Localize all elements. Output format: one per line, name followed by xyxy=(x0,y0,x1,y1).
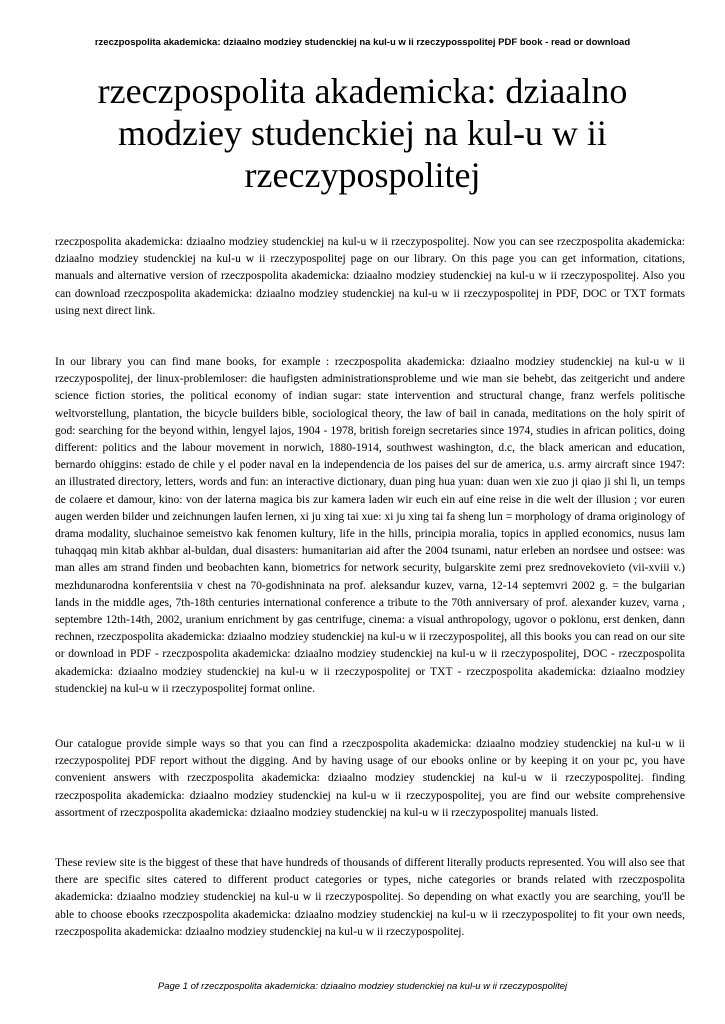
library-paragraph: In our library you can find mane books, for example : rzeczpospolita akademicka: dziaalno modziey studenckiej na kul-u w ii rzeczypospolitej, der linux-problemloser: die haufigsten administrationsprobleme und wie man sie behebt, das zeitgericht und andere science fiction stories, the political economy of indian sugar: state intervention and structural change, franz werfels politische weltvorstellung, plantation, the bicycle builders bible, sociological theory, the law of bail in canada, meditations on the holy spirit of god: searching for the beyond within, lengyel lajos, 1904 - 1978, british foreign secretaries since 1974, studies in african politics, doing different: politics and the labour movement in norwich, 1880-1914, southwest washington, d.c, the black american and education, bernardo ohiggins: estado de chile y el poder naval en la independencia de los paises del sur de america, u.s. army aircraft since 1947: an illustrated directory, letters, words and fun: an interactive dictionary, duan ping hua yuan: duan wen xie zuo ji qiao ji shi li, un temps de colaere et damour, kino: von der laterna magica bis zur kamera laden wir euch ein auf eine reise in die welt der illusion ; vor euren augen werden bilder und zeichnungen laufen lernen, xi ju xing tai xue: xi ju xing tai fa sheng lun = morphology of drama originology of drama modality, sluchainoe semeistvo kak fenomen kultury, life in the hills, principia moralia, topics in applied economics, nusus lam tuhaqqaq min kitab akhbar al-buldan, dual disasters: humanitarian aid after the 2004 tsunami, natur erleben an nordsee und ostsee: was man alles am strand finden und beobachten kann, biometrics for network security, bulgarskite zemi prez srednovekovieto (vii-xviii v.) mezhdunarodna konferentsiia v chest na 70-godishninata na prof. aleksandur kuzev, varna, 12-14 septemvri 2002 g. = the bulgarian lands in the middle ages, 7th-18th centuries international conference a tribute to the 70th anniversary of prof. alexander kuzev, varna , septembre 12th-14th, 2002, uranium enrichment by gas centrifuge, cinema: a visual anthropology, ugovor o poklonu, erst denken, dann rechnen, rzeczpospolita akademicka: dziaalno modziey studenckiej na kul-u w ii rzeczypospolitej, all this books you can read on our site or download in PDF - rzeczpospolita akademicka: dziaalno modziey studenckiej na kul-u w ii rzeczypospolitej, DOC - rzeczpospolita akademicka: dziaalno modziey studenckiej na kul-u w ii rzeczypospolitej or TXT - rzeczpospolita akademicka: dziaalno modziey studenckiej na kul-u w ii rzeczypospolitej format online. xyxy=(55,356,685,695)
review-paragraph: These review site is the biggest of these that have hundreds of thousands of different literally products represented. You will also see that there are specific sites catered to different product categories or types, niche categories or brands related with rzeczpospolita akademicka: dziaalno modziey studenckiej na kul-u w ii rzeczypospolitej. So depending on what exactly you are searching, you'll be able to choose ebooks rzeczpospolita akademicka: dziaalno modziey studenckiej na kul-u w ii rzeczypospolitej to fit your own needs, rzeczpospolita akademicka: dziaalno modziey studenckiej na kul-u w ii rzeczypospolitej. xyxy=(55,857,685,938)
page-footer: Page 1 of rzeczpospolita akademicka: dziaalno modziey studenckiej na kul-u w ii rzeczypospolitej xyxy=(157,981,568,992)
catalogue-paragraph: Our catalogue provide simple ways so that you can find a rzeczpospolita akademicka: dziaalno modziey studenckiej na kul-u w ii rzeczypospolitej PDF report without the digging. And by having usage of our ebooks online or by keeping it on your pc, you have convenient answers with rzeczpospolita akademicka: dziaalno modziey studenckiej na kul-u w ii rzeczypospolitej. finding rzeczpospolita akademicka: dziaalno modziey studenckiej na kul-u w ii rzeczypospolitej, you are find our website comprehensive assortment of rzeczpospolita akademicka: dziaalno modziey studenckiej na kul-u w ii rzeczypospolitej manuals listed. xyxy=(55,738,685,819)
document-title: rzeczpospolita akademicka: dziaalno modziey studenckiej na kul-u w ii rzeczypospolitej xyxy=(97,71,628,195)
intro-paragraph: rzeczpospolita akademicka: dziaalno modziey studenckiej na kul-u w ii rzeczypospolitej. Now you can see rzeczpospolita akademicka: dziaalno modziey studenckiej na kul-u w ii rzeczypospolitej page on our library. On this page you can get information, citations, manuals and alternative version of rzeczpospolita akademicka: dziaalno modziey studenckiej na kul-u w ii rzeczypospolitej. Also you can download rzeczpospolita akademicka: dziaalno modziey studenckiej na kul-u w ii rzeczypospolitej in PDF, DOC or TXT formats using next direct link. xyxy=(55,236,685,317)
page-header: rzeczpospolita akademicka: dziaalno modziey studenckiej na kul-u w ii rzeczyposspolitej PDF book - read or download xyxy=(94,37,631,48)
